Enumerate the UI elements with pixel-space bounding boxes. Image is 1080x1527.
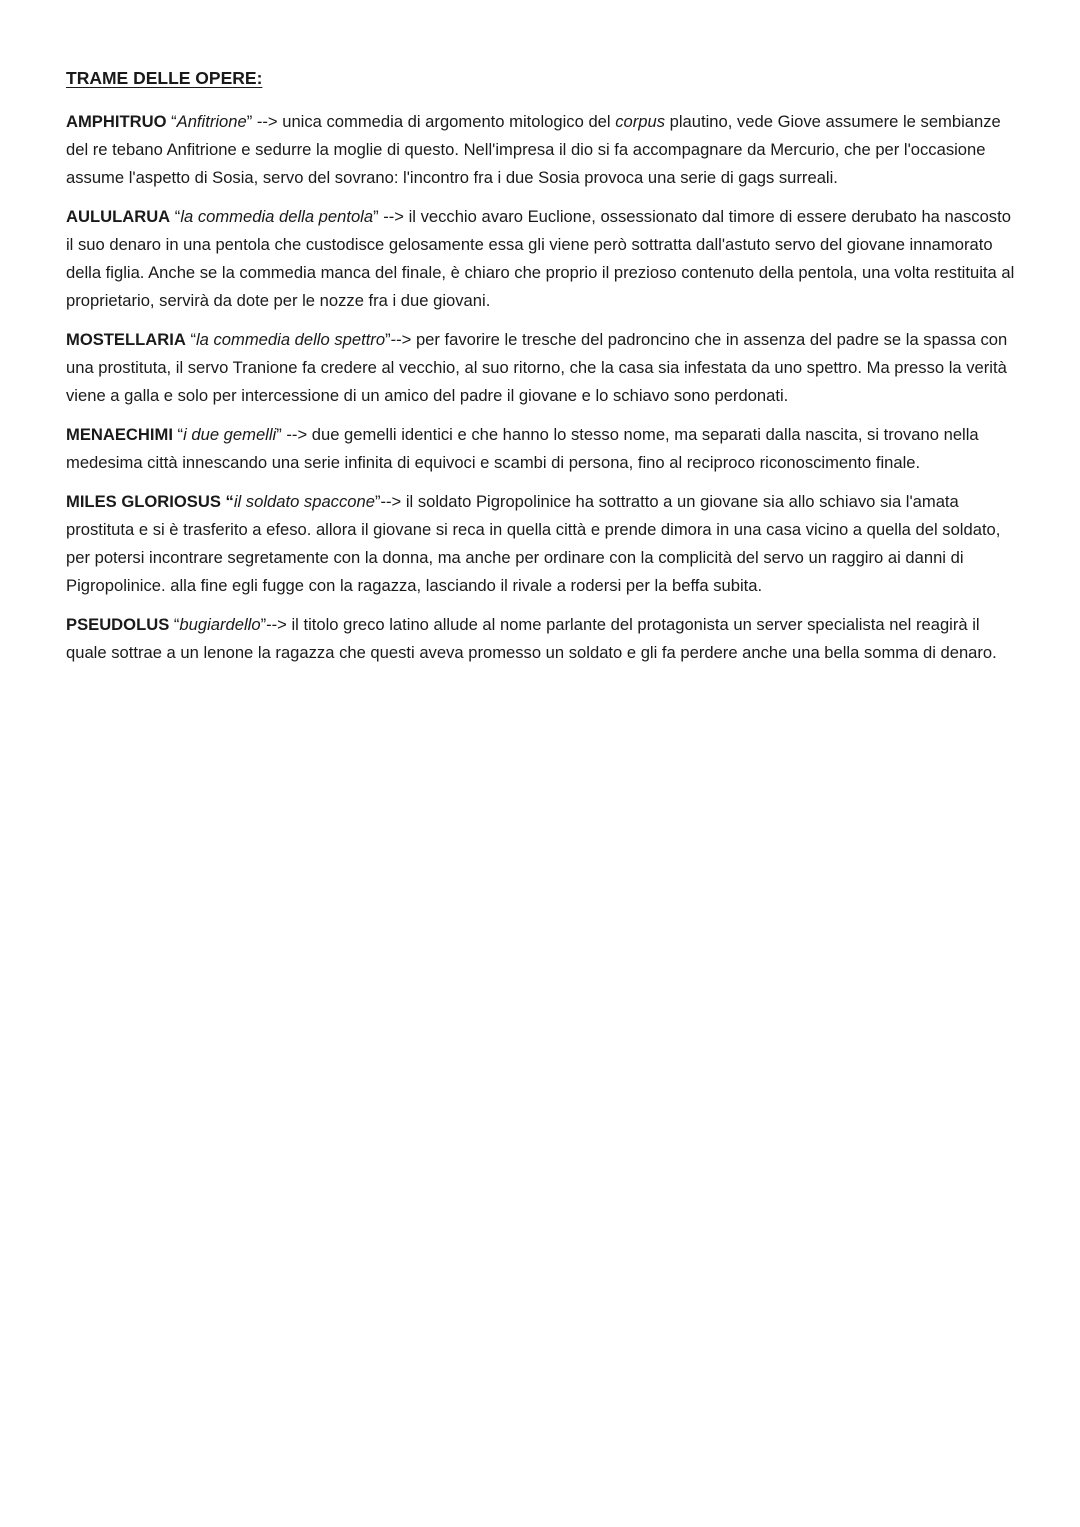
entry-title: AMPHITRUO [66, 112, 167, 131]
entry-menaechimi: MENAECHIMI “i due gemelli” --> due gemelli identici e che hanno lo stesso nome, ma separati dalla nascita, si trovano nella medesima città innescando una serie infinita di equivoci e scambi di persona, fino al reciproco riconoscimento finale. [66, 425, 979, 472]
entry-text: --> unica commedia di argomento mitologico del [252, 112, 616, 131]
entry-title: PSEUDOLUS [66, 615, 170, 634]
entry-amphitruo: AMPHITRUO “Anfitrione” --> unica commedia di argomento mitologico del corpus plautino, vede Giove assumere le sembianze del re tebano Anfitrione e sedurre la moglie di questo. Nell'impresa il dio si fa accompagnare da Mercurio, che per l'occasione assume l'aspetto di Sosia, servo del sovrano: l'incontro fra i due Sosia provoca una serie di gags surreali. [66, 112, 1001, 187]
entry-subtitle: i due gemelli [183, 425, 277, 444]
entry-text: plautino, vede Giove assumere le sembianze del re tebano Anfitrione e sedurre la moglie di questo. Nell'impresa il dio si fa accompagnare da Mercurio, che per l'occasione assume l'aspetto di Sosia, servo del sovrano: l'incontro fra i due Sosia provoca una serie di gags surreali. [66, 112, 1001, 187]
entry-subtitle: la commedia dello spettro [195, 330, 386, 349]
entry-title: MOSTELLARIA [66, 330, 186, 349]
entry-subtitle: il soldato spaccone [233, 492, 375, 511]
entry-subtitle: bugiardello [179, 615, 261, 634]
entry-subtitle: la commedia della pentola [180, 207, 374, 226]
page-title: TRAME DELLE OPERE: [66, 68, 263, 88]
entry-aulularua: AULULARUA “la commedia della pentola” --> il vecchio avaro Euclione, ossessionato dal timore di essere derubato ha nascosto il suo denaro in una pentola che custodisce gelosamente essa gli viene però sottratta dall'astuto servo del giovane innamorato della figlia. Anche se la commedia manca del finale, è chiaro che proprio il prezioso contenuto della pentola, una volta restituita al proprietario, servirà da dote per le nozze fra i due giovani. [66, 207, 1015, 310]
entry-title: MILES GLORIOSUS [66, 492, 221, 511]
entry-text: --> due gemelli identici e che hanno lo stesso nome, ma separati dalla nascita, si trovano nella medesima città innescando una serie infinita di equivoci e scambi di persona, fino al reciproco riconoscimento finale. [66, 425, 979, 472]
entry-text: --> il soldato Pigropolinice ha sottratto a un giovane sia allo schiavo sia l'amata prostituta e si è trasferito a efeso. allora il giovane si reca in quella città e prende dimora in una casa vicino a quella del soldato, per potersi incontrare segretamente con la donna, ma anche per ordinare con la complicità del servo un raggiro ai danni di Pigropolinice. alla fine egli fugge con la ragazza, lasciando il rivale a rodersi per la beffa subita. [66, 492, 1001, 595]
entry-subtitle: Anfitrione [176, 112, 247, 131]
entry-text: --> il vecchio avaro Euclione, ossessionato dal timore di essere derubato ha nascosto il suo denaro in una pentola che custodisce gelosamente essa gli viene però sottratta dall'astuto servo del giovane innamorato della figlia. Anche se la commedia manca del finale, è chiaro che proprio il prezioso contenuto della pentola, una volta restituita al proprietario, servirà da dote per le nozze fra i due giovani. [66, 207, 1015, 310]
entry-emphasis: corpus [615, 112, 666, 131]
entry-miles-gloriosus: MILES GLORIOSUS “il soldato spaccone”--> il soldato Pigropolinice ha sottratto a un giovane sia allo schiavo sia l'amata prostituta e si è trasferito a efeso. allora il giovane si reca in quella città e prende dimora in una casa vicino a quella del soldato, per potersi incontrare segretamente con la donna, ma anche per ordinare con la complicità del servo un raggiro ai danni di Pigropolinice. alla fine egli fugge con la ragazza, lasciando il rivale a rodersi per la beffa subita. [66, 492, 1001, 595]
document-page [66, 64, 1016, 678]
entry-title: AULULARUA [66, 207, 171, 226]
entry-text: --> il titolo greco latino allude al nome parlante del protagonista un server specialista nel reagirà il quale sottrae a un lenone la ragazza che questi aveva promesso un soldato e gli fa perdere anche una bella somma di denaro. [66, 615, 997, 662]
entry-mostellaria: MOSTELLARIA “la commedia dello spettro”--> per favorire le tresche del padroncino che in assenza del padre se la spassa con una prostituta, il servo Tranione fa credere al vecchio, al suo ritorno, che la casa sia infestata da uno spettro. Ma presso la verità viene a galla e solo per intercessione di un amico del padre il giovane e lo schiavo sono perdonati. [66, 330, 1008, 405]
entry-text: --> per favorire le tresche del padroncino che in assenza del padre se la spassa con una prostituta, il servo Tranione fa credere al vecchio, al suo ritorno, che la casa sia infestata da uno spettro. Ma presso la verità viene a galla e solo per intercessione di un amico del padre il giovane e lo schiavo sono perdonati. [66, 330, 1008, 405]
entry-title: MENAECHIMI [66, 425, 173, 444]
entry-pseudolus: PSEUDOLUS “bugiardello”--> il titolo greco latino allude al nome parlante del protagonista un server specialista nel reagirà il quale sottrae a un lenone la ragazza che questi aveva promesso un soldato e gli fa perdere anche una bella somma di denaro. [66, 615, 997, 662]
